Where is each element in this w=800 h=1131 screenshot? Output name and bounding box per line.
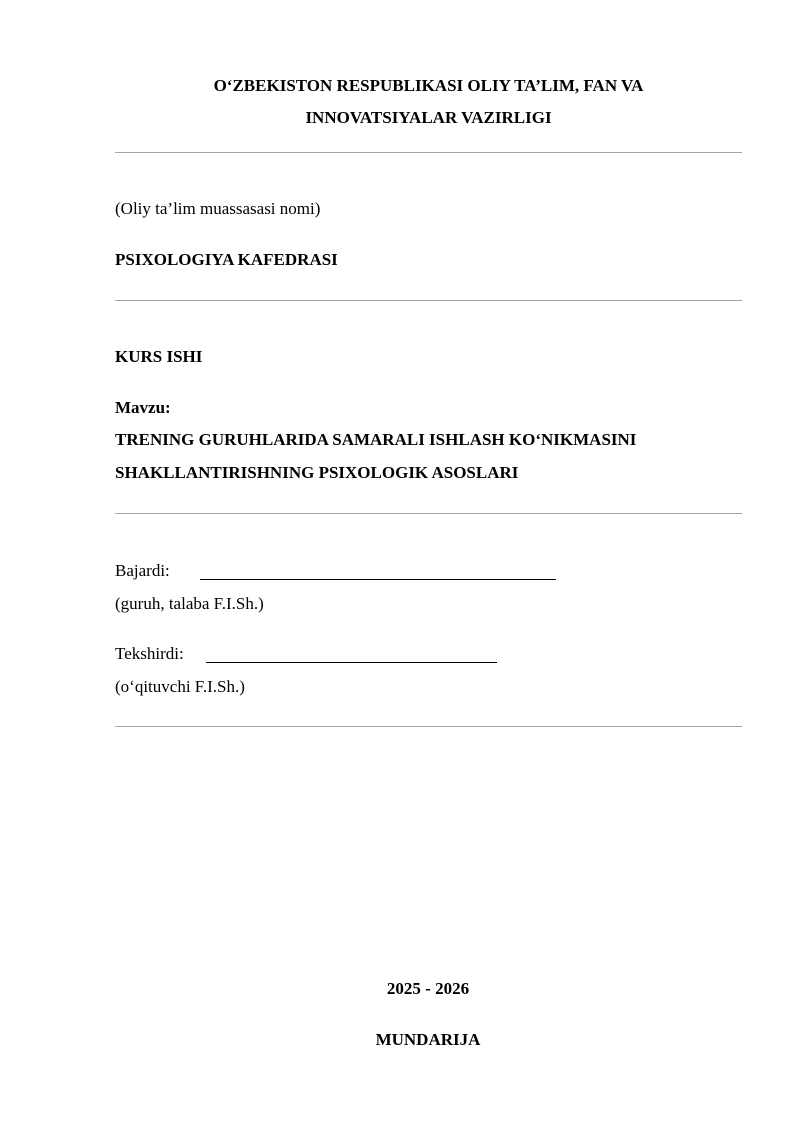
topic-title-line-2: SHAKLLANTIRISHNING PSIXOLOGIK ASOSLARI bbox=[115, 463, 519, 482]
divider bbox=[115, 513, 742, 514]
work-type: KURS ISHI bbox=[115, 347, 203, 366]
performed-by-hint: (guruh, talaba F.I.Sh.) bbox=[115, 594, 264, 613]
contents-heading: MUNDARIJA bbox=[375, 1030, 481, 1049]
ministry-title-line-2: INNOVATSIYALAR VAZIRLIGI bbox=[305, 108, 552, 127]
academic-year: 2025 - 2026 bbox=[386, 979, 470, 998]
ministry-title-line-1: O‘ZBEKISTON RESPUBLIKASI OLIY TA’LIM, FAN VA bbox=[213, 76, 644, 95]
performed-by-label: Bajardi: bbox=[115, 561, 170, 580]
department-name: PSIXOLOGIYA KAFEDRASI bbox=[115, 250, 338, 269]
divider bbox=[115, 300, 742, 301]
performed-by-signature-line bbox=[200, 579, 556, 580]
topic-title-line-1: TRENING GURUHLARIDA SAMARALI ISHLASH KO‘NIKMASINI bbox=[115, 430, 637, 449]
checked-by-hint: (o‘qituvchi F.I.Sh.) bbox=[115, 677, 245, 696]
divider bbox=[115, 726, 742, 727]
topic-label: Mavzu: bbox=[115, 398, 171, 417]
divider bbox=[115, 152, 742, 153]
checked-by-label: Tekshirdi: bbox=[115, 644, 184, 663]
checked-by-signature-line bbox=[206, 662, 497, 663]
institution-name-placeholder: (Oliy ta’lim muassasasi nomi) bbox=[115, 199, 321, 218]
